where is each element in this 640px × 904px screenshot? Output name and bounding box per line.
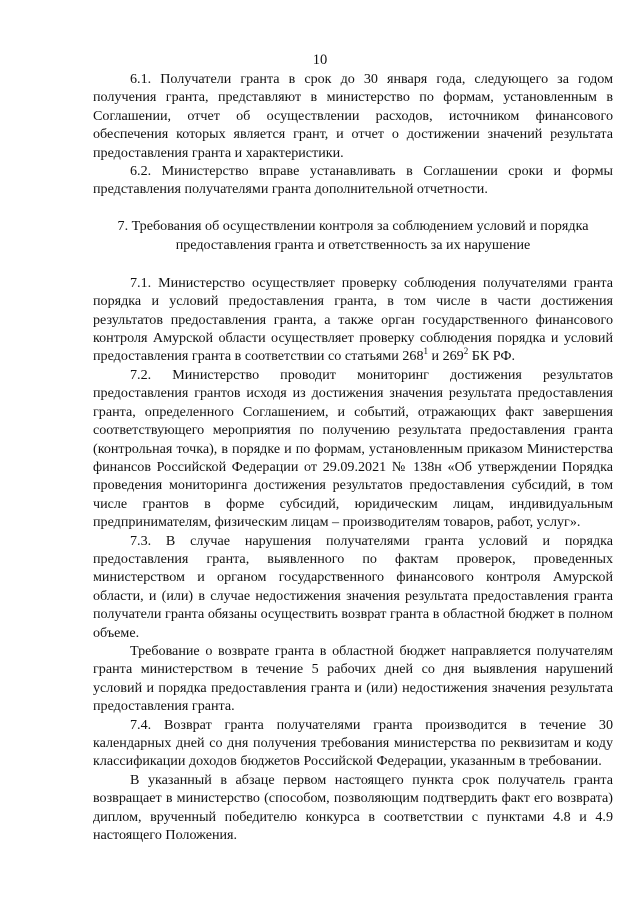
paragraph-7-1-text-end: БК РФ. [468,348,516,365]
paragraph-7-4-diploma: В указанный в абзаце первом настоящего пункта срок получатель гранта возвращает в министерство (способом, позволяющим подтвердить факт его возврата) диплом, врученный победителю конкурса в соответствии с пунктами 4.8 и 4.9 настоящего Положения. [93,771,613,844]
superscript-1: 1 [423,345,428,356]
page-number: 10 [312,52,328,68]
paragraph-6-1: 6.1. Получатели гранта в срок до 30 января года, следующего за годом получения гранта, представляют в министерство по формам, установленным в Соглашении, отчет об осуществлении расходов, источником финансового обеспечения которых является грант, и отчет о достижении значений результата предоставления гранта и характеристики. [93,71,613,161]
paragraph-7-1 [93,274,613,366]
paragraph-7-1-text: 7.1. Министерство осуществляет проверку соблюдения получателями гранта порядка и условий предоставления гранта, в том числе в части достижения результатов предоставления гранта, а также орган государственного финансового контроля Амурской области осуществляет проверку соблюдения порядка и условий предоставления гранта в соответствии со статьями 268 [93,274,613,365]
paragraph-7-3-requirement: Требование о возврате гранта в областной бюджет направляется получателям гранта министерством в течение 5 рабочих дней со дня выявления нарушений условий и порядка предоставления гранта и (или) недостижения значения результата предоставления гранта. [93,642,613,715]
paragraph-7-4: 7.4. Возврат гранта получателями гранта производится в течение 30 календарных дней со дня получения требования министерства по реквизитам и коду классификации доходов бюджетов Российской Федерации, указанным в требовании. [93,716,613,770]
paragraph-6-2: 6.2. Министерство вправе устанавливать в Соглашении сроки и формы представления получателями гранта дополнительной отчетности. [93,163,613,198]
section-7-heading: 7. Требования об осуществлении контроля за соблюдением условий и порядка предоставления гранта и ответственность за их нарушение [117,217,589,253]
paragraph-7-3: 7.3. В случае нарушения получателями гранта условий и порядка предоставления гранта, выявленного по фактам проверок, проведенных министерством и органом государственного финансового контроля Амурской области, и (или) в случае недостижения значения результата предоставления гранта получатели гранта обязаны осуществить возврат гранта в областной бюджет в полном объеме. [93,532,613,641]
paragraph-7-2: 7.2. Министерство проводит мониторинг достижения результатов предоставления грантов исходя из достижения значения результата предоставления гранта, определенного Соглашением, и событий, отражающих факт завершения соответствующего мероприятия по получению результата предоставления гранта (контрольная точка), в порядке и по формам, установленным приказом Министерства финансов Российской Федерации от 29.09.2021 № 138н «Об утверждении Порядка проведения мониторинга достижения результатов предоставления субсидий, в том числе грантов в форме субсидий, юридическим лицам, индивидуальным предпринимателям, физическим лицам – производителям товаров, работ, услуг». [93,366,613,531]
paragraph-7-1-text-mid: и 269 [428,348,464,365]
superscript-2: 2 [463,345,469,356]
document-body [93,70,613,844]
